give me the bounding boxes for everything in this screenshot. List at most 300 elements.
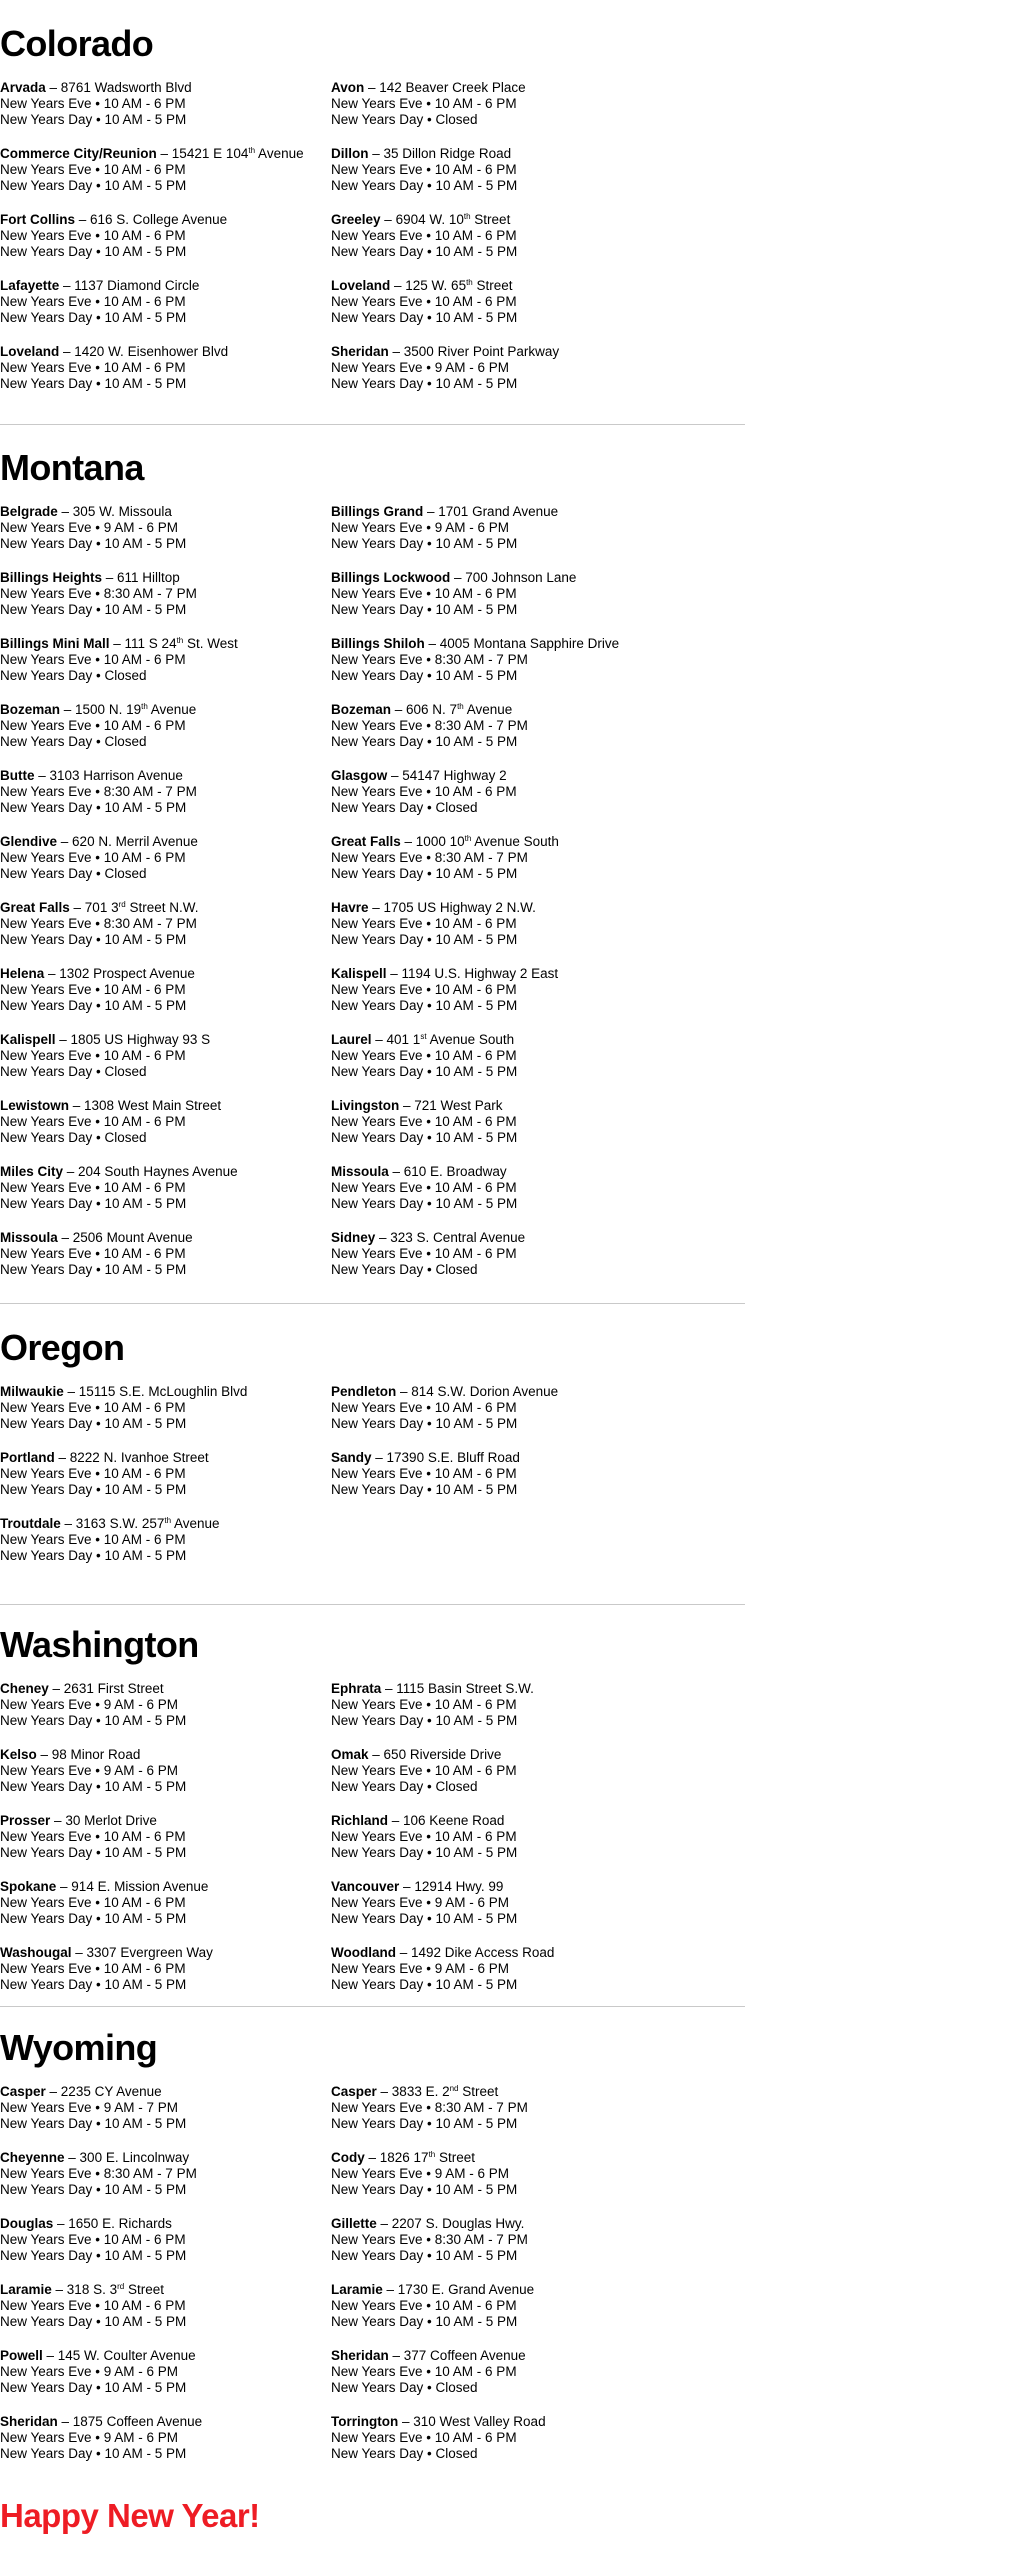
state-heading: Washington: [0, 1624, 199, 1665]
store-heading-line: [331, 1945, 554, 1961]
store-address: 8761 Wadsworth Blvd: [60, 80, 192, 95]
store-address: 54147 Highway 2: [402, 768, 507, 783]
store-name: Kelso: [0, 1747, 37, 1762]
new-years-day-hours: New Years Day • 10 AM - 5 PM: [0, 2446, 187, 2461]
store-name: Billings Shiloh: [331, 636, 425, 651]
new-years-eve-hours: New Years Eve • 10 AM - 6 PM: [0, 1400, 186, 1415]
name-address-separator: –: [423, 504, 439, 519]
new-years-day-hours: New Years Day • 10 AM - 5 PM: [331, 2248, 518, 2263]
new-years-eve-hours: New Years Eve • 10 AM - 6 PM: [331, 1114, 517, 1129]
new-years-eve-hours: New Years Eve • 10 AM - 6 PM: [0, 1829, 186, 1844]
store-name: Cheney: [0, 1681, 49, 1696]
new-years-eve-hours: New Years Eve • 10 AM - 6 PM: [0, 1048, 186, 1063]
store-name: Miles City: [0, 1164, 64, 1179]
store-entry: [0, 1450, 209, 1498]
new-years-eve-hours: New Years Eve • 9 AM - 6 PM: [0, 2430, 179, 2445]
store-heading-line: [0, 2348, 196, 2364]
new-years-day-hours: New Years Day • 10 AM - 5 PM: [0, 1911, 187, 1926]
store-heading-line: [331, 278, 517, 294]
name-address-separator: –: [390, 278, 406, 293]
store-entry: [0, 2282, 186, 2330]
store-name: Glasgow: [331, 768, 388, 783]
store-name: Billings Mini Mall: [0, 636, 110, 651]
new-years-day-hours: New Years Day • 10 AM - 5 PM: [0, 376, 187, 391]
new-years-eve-hours: New Years Eve • 10 AM - 6 PM: [0, 1532, 186, 1547]
store-heading-line: [0, 1945, 213, 1961]
store-address: 721 West Park: [414, 1098, 503, 1113]
store-entry: [331, 702, 528, 750]
store-heading-line: [331, 636, 619, 652]
new-years-day-hours: New Years Day • Closed: [0, 1130, 147, 1145]
name-address-separator: –: [391, 702, 407, 717]
new-years-day-hours: New Years Day • 10 AM - 5 PM: [0, 1779, 187, 1794]
store-address: 2207 S. Douglas Hwy.: [391, 2216, 525, 2231]
new-years-day-hours: New Years Day • 10 AM - 5 PM: [331, 1713, 518, 1728]
store-address: 6904 W. 10th Street: [395, 212, 511, 227]
store-name: Bozeman: [331, 702, 392, 717]
store-entry: [331, 2414, 546, 2462]
new-years-eve-hours: New Years Eve • 10 AM - 6 PM: [331, 1048, 517, 1063]
store-name: Livingston: [331, 1098, 400, 1113]
store-address: 701 3rd Street N.W.: [84, 900, 199, 915]
store-entry: [0, 834, 198, 882]
store-address: 106 Keene Road: [403, 1813, 505, 1828]
store-entry: [331, 834, 559, 882]
store-entry: [331, 900, 536, 948]
store-entry: [0, 1879, 208, 1927]
store-name: Missoula: [0, 1230, 58, 1245]
new-years-eve-hours: New Years Eve • 10 AM - 6 PM: [331, 1763, 517, 1778]
store-name: Gillette: [331, 2216, 377, 2231]
new-years-day-hours: New Years Day • Closed: [0, 1064, 147, 1079]
store-address: 1701 Grand Avenue: [438, 504, 559, 519]
store-entry: [331, 1098, 517, 1146]
new-years-eve-hours: New Years Eve • 10 AM - 6 PM: [0, 1895, 186, 1910]
new-years-day-hours: New Years Day • Closed: [0, 866, 147, 881]
store-address: 620 N. Merril Avenue: [72, 834, 198, 849]
store-name: Billings Lockwood: [331, 570, 451, 585]
new-years-eve-hours: New Years Eve • 10 AM - 6 PM: [0, 1114, 186, 1129]
store-name: Lafayette: [0, 278, 60, 293]
name-address-separator: –: [45, 80, 61, 95]
store-name: Missoula: [331, 1164, 389, 1179]
store-name: Casper: [0, 2084, 46, 2099]
name-address-separator: –: [48, 1681, 64, 1696]
store-address: 611 Hilltop: [117, 570, 180, 585]
new-years-eve-hours: New Years Eve • 10 AM - 6 PM: [0, 2298, 186, 2313]
store-heading-line: [331, 1164, 517, 1180]
store-address: 2506 Mount Avenue: [72, 1230, 193, 1245]
store-heading-line: [0, 570, 197, 586]
name-address-separator: –: [57, 834, 73, 849]
new-years-day-hours: New Years Day • 10 AM - 5 PM: [0, 2248, 187, 2263]
name-address-separator: –: [59, 344, 75, 359]
store-entry: [331, 768, 517, 816]
new-years-day-hours: New Years Day • 10 AM - 5 PM: [331, 602, 518, 617]
store-heading-line: [331, 504, 558, 520]
store-address: 606 N. 7th Avenue: [406, 702, 513, 717]
store-address: 1650 E. Richards: [68, 2216, 172, 2231]
store-entry: [0, 2150, 197, 2198]
new-years-day-hours: New Years Day • 10 AM - 5 PM: [331, 2116, 518, 2131]
store-entry: [0, 636, 238, 684]
store-heading-line: [331, 344, 559, 360]
store-entry: [331, 1681, 534, 1729]
new-years-day-hours: New Years Day • Closed: [331, 2446, 478, 2461]
store-name: Portland: [0, 1450, 55, 1465]
store-heading-line: [0, 702, 196, 718]
new-years-eve-hours: New Years Eve • 10 AM - 6 PM: [331, 2298, 517, 2313]
new-years-eve-hours: New Years Eve • 10 AM - 6 PM: [331, 1180, 517, 1195]
name-address-separator: –: [364, 2150, 380, 2165]
store-heading-line: [0, 834, 198, 850]
new-years-eve-hours: New Years Eve • 10 AM - 6 PM: [0, 1466, 186, 1481]
store-name: Avon: [331, 80, 365, 95]
new-years-day-hours: New Years Day • 10 AM - 5 PM: [331, 2314, 518, 2329]
store-address: 3163 S.W. 257th Avenue: [75, 1516, 220, 1531]
store-address: 1194 U.S. Highway 2 East: [401, 966, 559, 981]
store-heading-line: [0, 80, 192, 96]
store-entry: [0, 570, 197, 618]
name-address-separator: –: [63, 1384, 79, 1399]
store-heading-line: [0, 636, 238, 652]
store-address: 35 Dillon Ridge Road: [383, 146, 512, 161]
store-address: 814 S.W. Dorion Avenue: [411, 1384, 559, 1399]
store-name: Loveland: [331, 278, 391, 293]
store-name: Sidney: [331, 1230, 376, 1245]
store-heading-line: [331, 2084, 528, 2100]
store-entry: [331, 1747, 517, 1795]
name-address-separator: –: [54, 1450, 70, 1465]
new-years-eve-hours: New Years Eve • 10 AM - 6 PM: [331, 586, 517, 601]
name-address-separator: –: [386, 966, 402, 981]
store-entry: [0, 1681, 186, 1729]
new-years-eve-hours: New Years Eve • 10 AM - 6 PM: [0, 1246, 186, 1261]
state-heading: Montana: [0, 447, 144, 488]
new-years-eve-hours: New Years Eve • 9 AM - 6 PM: [331, 520, 510, 535]
name-address-separator: –: [400, 834, 416, 849]
store-heading-line: [331, 212, 517, 228]
store-name: Sheridan: [0, 2414, 58, 2429]
store-name: Laramie: [331, 2282, 383, 2297]
store-entry: [331, 2216, 528, 2264]
store-entry: [0, 212, 227, 260]
store-entry: [331, 80, 526, 128]
store-name: Commerce City/Reunion: [0, 146, 157, 161]
name-address-separator: –: [156, 146, 172, 161]
new-years-day-hours: New Years Day • Closed: [331, 800, 478, 815]
new-years-day-hours: New Years Day • Closed: [331, 1779, 478, 1794]
store-heading-line: [0, 2282, 186, 2298]
store-heading-line: [0, 1230, 193, 1246]
new-years-eve-hours: New Years Eve • 8:30 AM - 7 PM: [331, 850, 528, 865]
store-address: 3833 E. 2nd Street: [391, 2084, 499, 2099]
store-name: Pendleton: [331, 1384, 397, 1399]
name-address-separator: –: [59, 278, 75, 293]
store-name: Cheyenne: [0, 2150, 65, 2165]
new-years-day-hours: New Years Day • 10 AM - 5 PM: [0, 112, 187, 127]
new-years-eve-hours: New Years Eve • 9 AM - 6 PM: [0, 2364, 179, 2379]
store-entry: [0, 900, 199, 948]
store-heading-line: [331, 900, 536, 916]
name-address-separator: –: [380, 212, 396, 227]
new-years-day-hours: New Years Day • 10 AM - 5 PM: [0, 244, 187, 259]
new-years-eve-hours: New Years Eve • 9 AM - 7 PM: [0, 2100, 179, 2115]
store-heading-line: [331, 1032, 517, 1048]
store-entry: [0, 1813, 186, 1861]
new-years-day-hours: New Years Day • 10 AM - 5 PM: [0, 2116, 187, 2131]
new-years-day-hours: New Years Day • 10 AM - 5 PM: [0, 800, 187, 815]
store-address: 1805 US Highway 93 S: [70, 1032, 211, 1047]
new-years-day-hours: New Years Day • 10 AM - 5 PM: [0, 2314, 187, 2329]
name-address-separator: –: [42, 2348, 58, 2363]
store-entry: [0, 1747, 186, 1795]
new-years-day-hours: New Years Day • 10 AM - 5 PM: [331, 1482, 518, 1497]
store-heading-line: [0, 1516, 220, 1532]
new-years-day-hours: New Years Day • 10 AM - 5 PM: [0, 1977, 187, 1992]
store-entry: [331, 1945, 554, 1993]
store-name: Lewistown: [0, 1098, 70, 1113]
new-years-eve-hours: New Years Eve • 10 AM - 6 PM: [331, 982, 517, 997]
store-name: Helena: [0, 966, 45, 981]
store-name: Havre: [331, 900, 369, 915]
store-address: 1420 W. Eisenhower Blvd: [74, 344, 229, 359]
store-name: Spokane: [0, 1879, 57, 1894]
store-name: Glendive: [0, 834, 58, 849]
store-address: 111 S 24th St. West: [124, 636, 238, 651]
store-name: Billings Grand: [331, 504, 424, 519]
store-address: 2235 CY Avenue: [60, 2084, 162, 2099]
name-address-separator: –: [368, 146, 384, 161]
store-heading-line: [331, 1450, 520, 1466]
name-address-separator: –: [36, 1747, 52, 1762]
new-years-day-hours: New Years Day • 10 AM - 5 PM: [331, 998, 518, 1013]
store-entry: [0, 2414, 202, 2462]
store-entry: [0, 146, 304, 194]
new-years-eve-hours: New Years Eve • 10 AM - 6 PM: [331, 2364, 517, 2379]
store-address: 145 W. Coulter Avenue: [57, 2348, 196, 2363]
name-address-separator: –: [368, 900, 384, 915]
store-entry: [0, 1098, 221, 1146]
new-years-day-hours: New Years Day • 10 AM - 5 PM: [0, 1548, 187, 1563]
new-years-eve-hours: New Years Eve • 9 AM - 6 PM: [0, 1763, 179, 1778]
new-years-day-hours: New Years Day • 10 AM - 5 PM: [331, 244, 518, 259]
name-address-separator: –: [71, 1945, 87, 1960]
name-address-separator: –: [64, 2150, 80, 2165]
name-address-separator: –: [388, 1813, 404, 1828]
store-heading-line: [331, 570, 576, 586]
store-address: 616 S. College Avenue: [90, 212, 228, 227]
store-heading-line: [0, 1384, 247, 1400]
store-heading-line: [331, 2216, 528, 2232]
store-name: Ephrata: [331, 1681, 382, 1696]
new-years-day-hours: New Years Day • 10 AM - 5 PM: [0, 1713, 187, 1728]
new-years-eve-hours: New Years Eve • 10 AM - 6 PM: [331, 1697, 517, 1712]
store-name: Kalispell: [331, 966, 387, 981]
store-name: Troutdale: [0, 1516, 61, 1531]
name-address-separator: –: [44, 966, 60, 981]
new-years-eve-hours: New Years Eve • 8:30 AM - 7 PM: [331, 2100, 528, 2115]
new-years-day-hours: New Years Day • 10 AM - 5 PM: [0, 602, 187, 617]
name-address-separator: –: [396, 1384, 412, 1399]
store-name: Dillon: [331, 146, 369, 161]
store-name: Sandy: [331, 1450, 372, 1465]
store-address: 310 West Valley Road: [413, 2414, 546, 2429]
new-years-eve-hours: New Years Eve • 10 AM - 6 PM: [0, 360, 186, 375]
new-years-day-hours: New Years Day • 10 AM - 5 PM: [331, 2182, 518, 2197]
new-years-eve-hours: New Years Eve • 10 AM - 6 PM: [331, 784, 517, 799]
store-address: 8222 N. Ivanhoe Street: [69, 1450, 209, 1465]
name-address-separator: –: [398, 2414, 414, 2429]
store-heading-line: [0, 2414, 202, 2430]
new-years-eve-hours: New Years Eve • 9 AM - 6 PM: [331, 1961, 510, 1976]
store-heading-line: [0, 146, 304, 162]
store-address: 1308 West Main Street: [84, 1098, 222, 1113]
new-years-eve-hours: New Years Eve • 10 AM - 6 PM: [331, 2430, 517, 2445]
new-years-eve-hours: New Years Eve • 10 AM - 6 PM: [331, 1246, 517, 1261]
new-years-eve-hours: New Years Eve • 10 AM - 6 PM: [0, 2232, 186, 2247]
name-address-separator: –: [53, 2216, 69, 2231]
store-name: Douglas: [0, 2216, 54, 2231]
new-years-day-hours: New Years Day • 10 AM - 5 PM: [0, 2182, 187, 2197]
store-entry: [331, 2084, 528, 2132]
store-heading-line: [0, 900, 199, 916]
store-address: 204 South Haynes Avenue: [78, 1164, 238, 1179]
name-address-separator: –: [69, 1098, 85, 1113]
store-address: 30 Merlot Drive: [65, 1813, 157, 1828]
new-years-day-hours: New Years Day • 10 AM - 5 PM: [0, 2380, 187, 2395]
store-heading-line: [0, 1450, 209, 1466]
new-years-eve-hours: New Years Eve • 10 AM - 6 PM: [0, 1180, 186, 1195]
new-years-day-hours: New Years Day • 10 AM - 5 PM: [331, 1977, 518, 1992]
new-years-day-hours: New Years Day • 10 AM - 5 PM: [331, 178, 518, 193]
new-years-day-hours: New Years Day • Closed: [331, 1262, 478, 1277]
store-heading-line: [331, 2282, 534, 2298]
store-address: 650 Riverside Drive: [383, 1747, 502, 1762]
store-heading-line: [331, 1879, 517, 1895]
new-years-day-hours: New Years Day • 10 AM - 5 PM: [0, 1845, 187, 1860]
store-heading-line: [0, 2216, 186, 2232]
name-address-separator: –: [387, 768, 403, 783]
store-entry: [0, 768, 197, 816]
new-years-day-hours: New Years Day • 10 AM - 5 PM: [331, 536, 518, 551]
name-address-separator: –: [396, 1945, 412, 1960]
store-entry: [331, 504, 558, 552]
new-years-eve-hours: New Years Eve • 10 AM - 6 PM: [331, 1466, 517, 1481]
name-address-separator: –: [450, 570, 466, 585]
new-years-eve-hours: New Years Eve • 10 AM - 6 PM: [0, 1961, 186, 1976]
store-name: Laurel: [331, 1032, 372, 1047]
store-entry: [331, 2282, 534, 2330]
name-address-separator: –: [57, 2414, 73, 2429]
name-address-separator: –: [60, 1516, 76, 1531]
new-years-eve-hours: New Years Eve • 10 AM - 6 PM: [0, 96, 186, 111]
store-address: 2631 First Street: [63, 1681, 164, 1696]
name-address-separator: –: [375, 1230, 391, 1245]
store-name: Billings Heights: [0, 570, 103, 585]
new-years-eve-hours: New Years Eve • 10 AM - 6 PM: [0, 162, 186, 177]
new-years-eve-hours: New Years Eve • 10 AM - 6 PM: [0, 228, 186, 243]
store-entry: [0, 1384, 247, 1432]
store-entry: [331, 2150, 517, 2198]
store-address: 610 E. Broadway: [403, 1164, 507, 1179]
store-address: 4005 Montana Sapphire Drive: [439, 636, 620, 651]
store-address: 914 E. Mission Avenue: [71, 1879, 209, 1894]
name-address-separator: –: [51, 2282, 67, 2297]
name-address-separator: –: [381, 1681, 397, 1696]
store-heading-line: [331, 146, 517, 162]
new-years-day-hours: New Years Day • 10 AM - 5 PM: [0, 310, 187, 325]
store-entry: [331, 636, 619, 684]
name-address-separator: –: [57, 1230, 73, 1245]
store-name: Loveland: [0, 344, 60, 359]
store-entry: [331, 1032, 517, 1080]
store-heading-line: [0, 1747, 186, 1763]
store-name: Washougal: [0, 1945, 72, 1960]
store-heading-line: [0, 768, 197, 784]
store-address: 377 Coffeen Avenue: [403, 2348, 526, 2363]
store-heading-line: [0, 1164, 238, 1180]
store-heading-line: [331, 1230, 525, 1246]
store-name: Omak: [331, 1747, 369, 1762]
new-years-eve-hours: New Years Eve • 10 AM - 6 PM: [0, 294, 186, 309]
new-years-day-hours: New Years Day • 10 AM - 5 PM: [331, 1911, 518, 1926]
store-address: 300 E. Lincolnway: [79, 2150, 190, 2165]
new-years-eve-hours: New Years Eve • 10 AM - 6 PM: [331, 1400, 517, 1415]
new-years-day-hours: New Years Day • 10 AM - 5 PM: [0, 998, 187, 1013]
store-entry: [331, 1230, 525, 1278]
new-years-day-hours: New Years Day • 10 AM - 5 PM: [331, 1845, 518, 1860]
name-address-separator: –: [56, 1879, 72, 1894]
store-heading-line: [331, 80, 526, 96]
new-years-eve-hours: New Years Eve • 8:30 AM - 7 PM: [0, 586, 197, 601]
state-heading: Wyoming: [0, 2027, 158, 2068]
store-heading-line: [0, 504, 186, 520]
store-heading-line: [331, 768, 517, 784]
store-entry: [0, 504, 186, 552]
state-heading: Colorado: [0, 23, 154, 64]
store-heading-line: [331, 2348, 526, 2364]
store-heading-line: [331, 1384, 558, 1400]
new-years-day-hours: New Years Day • 10 AM - 5 PM: [331, 1196, 518, 1211]
happy-new-year-message: Happy New Year!: [0, 2497, 260, 2534]
new-years-eve-hours: New Years Eve • 10 AM - 6 PM: [331, 1829, 517, 1844]
store-heading-line: [331, 1098, 517, 1114]
new-years-eve-hours: New Years Eve • 8:30 AM - 7 PM: [331, 718, 528, 733]
new-years-eve-hours: New Years Eve • 10 AM - 6 PM: [0, 982, 186, 997]
new-years-day-hours: New Years Day • 10 AM - 5 PM: [0, 932, 187, 947]
new-years-eve-hours: New Years Eve • 9 AM - 6 PM: [0, 1697, 179, 1712]
new-years-day-hours: New Years Day • 10 AM - 5 PM: [0, 1482, 187, 1497]
store-heading-line: [331, 966, 558, 982]
new-years-day-hours: New Years Day • 10 AM - 5 PM: [0, 536, 187, 551]
name-address-separator: –: [45, 2084, 61, 2099]
store-address: 323 S. Central Avenue: [390, 1230, 526, 1245]
store-name: Prosser: [0, 1813, 51, 1828]
store-name: Laramie: [0, 2282, 52, 2297]
store-name: Bozeman: [0, 702, 61, 717]
store-address: 318 S. 3rd Street: [66, 2282, 164, 2297]
store-address: 1302 Prospect Avenue: [59, 966, 195, 981]
store-heading-line: [331, 1747, 517, 1763]
new-years-eve-hours: New Years Eve • 8:30 AM - 7 PM: [331, 652, 528, 667]
new-years-day-hours: New Years Day • 10 AM - 5 PM: [331, 932, 518, 947]
new-years-eve-hours: New Years Eve • 10 AM - 6 PM: [331, 228, 517, 243]
store-heading-line: [0, 1681, 186, 1697]
name-address-separator: –: [102, 570, 118, 585]
name-address-separator: –: [57, 504, 73, 519]
new-years-day-hours: New Years Day • 10 AM - 5 PM: [0, 1416, 187, 1431]
